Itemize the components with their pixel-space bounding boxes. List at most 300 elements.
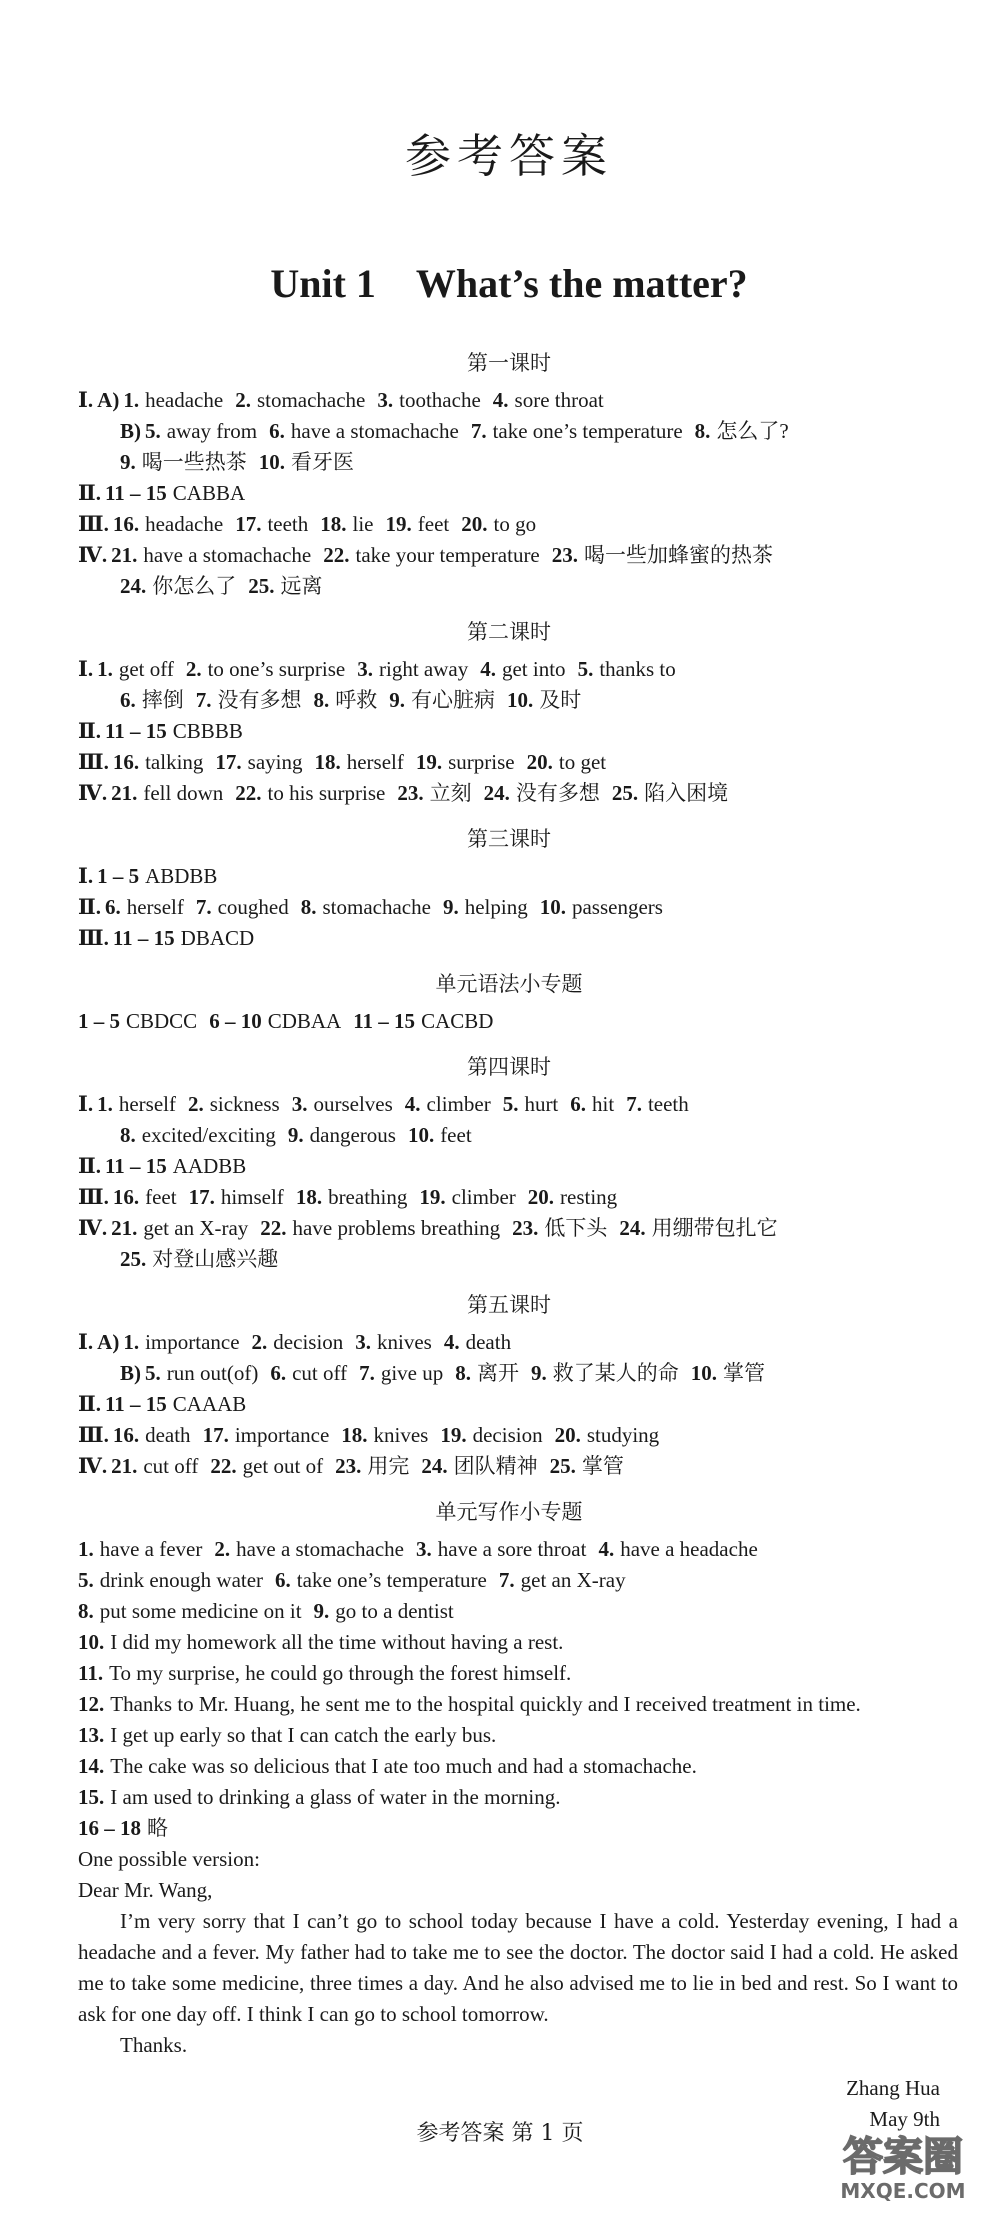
answer-text: sore throat: [514, 388, 604, 412]
answer-number: 11 – 15: [104, 719, 167, 743]
answer-line: [78, 509, 940, 540]
answer-number: 10.: [78, 1630, 105, 1654]
answer-item: [123, 1330, 239, 1354]
answer-item: [578, 657, 676, 681]
answer-number: 6.: [104, 895, 121, 919]
answer-text: have a headache: [620, 1537, 758, 1561]
question-group-label: Ⅱ.: [78, 719, 101, 743]
answer-line: [78, 385, 940, 416]
answer-item: [323, 543, 540, 567]
answer-item: [248, 574, 322, 598]
answer-text: I am used to drinking a glass of water in the morning.: [110, 1785, 561, 1809]
answer-number: 5.: [145, 1361, 161, 1385]
answer-item: [97, 657, 174, 681]
answer-number: 1.: [123, 1330, 140, 1354]
answer-item: [314, 1599, 454, 1623]
answer-line: [78, 747, 940, 778]
answer-text: right away: [379, 657, 469, 681]
answer-text: 摔倒: [141, 688, 184, 712]
answer-number: 22.: [323, 543, 350, 567]
answer-text: have a fever: [99, 1537, 203, 1561]
answer-text: herself: [346, 750, 404, 774]
answer-item: [499, 1568, 626, 1592]
answer-number: 19.: [385, 512, 412, 536]
answer-number: 7.: [195, 688, 212, 712]
question-group-label: Ⅰ. A): [78, 388, 120, 412]
answer-number: 19.: [440, 1423, 467, 1447]
answer-number: 10.: [690, 1361, 717, 1385]
question-group-label: Ⅲ.: [78, 750, 109, 774]
answer-number: 8.: [313, 688, 330, 712]
answer-number: 2.: [251, 1330, 268, 1354]
answer-sections: [78, 347, 940, 1844]
answer-number: 2.: [185, 657, 202, 681]
answer-item: [120, 688, 184, 712]
answer-number: 18.: [314, 750, 341, 774]
answer-number: 4.: [404, 1092, 421, 1116]
answer-item: [480, 657, 565, 681]
answer-text: 喝一些热茶: [141, 450, 247, 474]
question-group-label: Ⅱ.: [78, 895, 101, 919]
answer-item: [215, 750, 302, 774]
answer-number: 3.: [377, 388, 394, 412]
question-group-label: Ⅳ.: [78, 543, 108, 567]
answer-item: [260, 1216, 500, 1240]
answer-number: 8.: [455, 1361, 471, 1385]
answer-number: 7.: [626, 1092, 642, 1116]
answer-number: 12.: [78, 1692, 105, 1716]
answer-number: 4.: [480, 657, 496, 681]
answer-number: 7.: [195, 895, 212, 919]
answer-text: take one’s temperature: [492, 419, 683, 443]
answer-text: 有心脏病: [411, 688, 495, 712]
answer-item: [78, 1692, 861, 1716]
answer-text: feet: [145, 1185, 177, 1209]
answer-number: 18.: [320, 512, 347, 536]
answer-item: [78, 1009, 197, 1033]
answer-item: [235, 512, 308, 536]
section-heading: 第一课时: [467, 351, 551, 375]
question-group-label: Ⅲ.: [78, 926, 109, 950]
answer-item: [550, 1454, 624, 1478]
answer-item: [113, 1185, 177, 1209]
answer-item: [355, 1330, 432, 1354]
answer-item: [120, 450, 247, 474]
answer-number: 16 – 18: [78, 1816, 141, 1840]
answer-number: 13.: [78, 1723, 105, 1747]
answer-text: to go: [493, 512, 537, 536]
answer-number: 21.: [111, 1216, 138, 1240]
answer-number: 6.: [275, 1568, 291, 1592]
answer-number: 21.: [111, 781, 138, 805]
answer-item: [612, 781, 728, 805]
answer-line: [78, 861, 940, 892]
answer-item: [270, 1361, 347, 1385]
answer-number: 15.: [78, 1785, 105, 1809]
answer-text: ourselves: [313, 1092, 393, 1116]
answer-item: [120, 1247, 278, 1271]
answer-item: [105, 895, 184, 919]
question-group-label: Ⅱ.: [78, 1154, 101, 1178]
answer-number: 8.: [78, 1599, 94, 1623]
answer-item: [111, 1216, 248, 1240]
question-group-label: Ⅲ.: [78, 1423, 109, 1447]
answer-text: feet: [440, 1123, 472, 1147]
answer-item: [512, 1216, 607, 1240]
answer-item: [314, 688, 378, 712]
question-group-label: Ⅳ.: [78, 1454, 108, 1478]
answer-line: [78, 1182, 940, 1213]
answer-item: [353, 1009, 493, 1033]
essay-signature: Zhang Hua: [846, 2076, 940, 2100]
answer-item: [528, 1185, 617, 1209]
answer-text: dangerous: [309, 1123, 396, 1147]
answer-text: ABDBB: [145, 864, 218, 888]
answer-item: [288, 1123, 396, 1147]
answer-text: saying: [247, 750, 303, 774]
answer-text: 喝一些加蜂蜜的热茶: [584, 543, 774, 567]
answer-text: knives: [373, 1423, 429, 1447]
answer-number: 17.: [188, 1185, 215, 1209]
answer-text: 及时: [539, 688, 582, 712]
answer-text: Thanks to Mr. Huang, he sent me to the hospital quickly and I received treatment in time.: [110, 1692, 861, 1716]
answer-item: [314, 750, 403, 774]
answer-number: 8.: [120, 1123, 136, 1147]
section-heading: 第四课时: [467, 1055, 551, 1079]
answer-item: [105, 481, 245, 505]
answer-item: [455, 1361, 519, 1385]
answer-item: [78, 1785, 561, 1809]
answer-number: 3.: [291, 1092, 308, 1116]
answer-text: 呼救: [335, 688, 378, 712]
answer-item: [493, 388, 604, 412]
answer-text: CABBA: [172, 481, 246, 505]
answer-number: 3.: [355, 1330, 372, 1354]
answer-number: 7.: [498, 1568, 515, 1592]
answer-text: have a stomachache: [143, 543, 312, 567]
answer-text: surprise: [448, 750, 515, 774]
answer-text: sickness: [209, 1092, 280, 1116]
answer-line: [78, 1782, 940, 1813]
answer-text: hit: [592, 1092, 615, 1116]
answer-item: [357, 657, 468, 681]
answer-text: go to a dentist: [335, 1599, 454, 1623]
answer-number: 22.: [210, 1454, 237, 1478]
answer-number: 10.: [507, 688, 534, 712]
answer-number: 7.: [359, 1361, 375, 1385]
answer-item: [78, 1816, 168, 1840]
answer-number: 14.: [78, 1754, 105, 1778]
answer-text: get off: [118, 657, 174, 681]
answer-number: 25.: [549, 1454, 576, 1478]
answer-text: CDBAA: [267, 1009, 342, 1033]
answer-number: 11 – 15: [104, 1154, 167, 1178]
question-group-label: Ⅰ.: [78, 657, 94, 681]
answer-line: [78, 1658, 940, 1689]
answer-item: [503, 1092, 559, 1116]
answer-number: 8.: [694, 419, 711, 443]
answer-line: [78, 1389, 940, 1420]
answer-item: [292, 1092, 393, 1116]
answer-text: to his surprise: [267, 781, 386, 805]
answer-text: CBDCC: [126, 1009, 198, 1033]
answer-text: 怎么了?: [716, 419, 789, 443]
page-footer: 参考答案 第 1 页: [416, 2121, 584, 2146]
answer-text: 远离: [280, 574, 323, 598]
section-heading: 第三课时: [467, 827, 551, 851]
answer-text: 你怎么了: [152, 574, 237, 598]
answer-line: [78, 1534, 940, 1565]
answer-number: 23.: [512, 1216, 539, 1240]
essay-date: May 9th: [869, 2107, 940, 2131]
answer-number: 5.: [145, 419, 161, 443]
answer-number: 20.: [554, 1423, 581, 1447]
answer-item: [113, 1423, 191, 1447]
answer-number: 21.: [111, 543, 138, 567]
answer-item: [320, 512, 373, 536]
answer-number: 24.: [619, 1216, 646, 1240]
answer-item: [335, 1454, 409, 1478]
answer-item: [301, 895, 431, 919]
answer-text: have problems breathing: [292, 1216, 501, 1240]
answer-number: 3.: [416, 1537, 432, 1561]
answer-item: [189, 1185, 284, 1209]
answer-line: [78, 892, 940, 923]
answer-item: [419, 1185, 515, 1209]
answer-text: decision: [273, 1330, 344, 1354]
answer-number: 1.: [78, 1537, 94, 1561]
unit-topic: What’s the matter?: [415, 261, 748, 306]
answer-item: [570, 1092, 614, 1116]
answer-text: take one’s temperature: [296, 1568, 487, 1592]
answer-line: [78, 685, 940, 716]
answer-item: [214, 1537, 404, 1561]
answer-line: [78, 571, 940, 602]
answer-item: [113, 750, 204, 774]
answer-number: 9.: [530, 1361, 547, 1385]
answer-text: decision: [472, 1423, 543, 1447]
answer-number: 20.: [527, 1185, 555, 1209]
answer-text: stomachache: [322, 895, 431, 919]
answer-text: run out(of): [166, 1361, 259, 1385]
answer-item: [405, 1092, 491, 1116]
answer-item: [527, 750, 607, 774]
answer-line: [78, 1327, 940, 1358]
watermark-text-cn: 答案圈: [843, 2134, 963, 2180]
answer-number: 8.: [300, 895, 317, 919]
section-heading: 第二课时: [467, 620, 551, 644]
answer-line: [78, 1089, 940, 1120]
answer-text: CACBD: [421, 1009, 494, 1033]
answer-text: AADBB: [172, 1154, 247, 1178]
answer-number: 10.: [539, 895, 566, 919]
answer-item: [123, 388, 223, 412]
answer-text: hurt: [524, 1092, 559, 1116]
answer-text: have a sore throat: [437, 1537, 587, 1561]
answer-text: DBACD: [180, 926, 255, 950]
answer-item: [619, 1216, 777, 1240]
answer-number: 6 – 10: [209, 1009, 262, 1033]
answer-text: To my surprise, he could go through the forest himself.: [109, 1661, 572, 1685]
answer-text: 略: [147, 1816, 168, 1840]
answer-item: [209, 1009, 341, 1033]
answer-line: [78, 1720, 940, 1751]
answer-number: 21.: [111, 1454, 138, 1478]
question-group-label: Ⅰ.: [78, 1092, 94, 1116]
answer-number: 9.: [287, 1123, 304, 1147]
answer-line: [78, 1006, 940, 1037]
answer-line: [78, 923, 940, 954]
answer-number: 25.: [611, 781, 639, 805]
answer-item: [377, 388, 480, 412]
answer-number: 23.: [397, 781, 424, 805]
answer-line: [78, 1689, 940, 1720]
answer-text: to get: [558, 750, 607, 774]
answer-item: [120, 1123, 276, 1147]
answer-number: 24.: [483, 781, 510, 805]
essay-closing: Thanks.: [120, 2033, 188, 2057]
answer-number: 25.: [248, 574, 275, 598]
answer-number: 23.: [551, 543, 579, 567]
answer-item: [105, 1154, 246, 1178]
answer-item: [97, 864, 217, 888]
answer-line: [78, 1565, 940, 1596]
answer-item: [105, 719, 243, 743]
answer-item: [555, 1423, 660, 1447]
answer-line: [78, 1596, 940, 1627]
answer-number: 19.: [415, 750, 443, 774]
answer-item: [111, 781, 223, 805]
answer-text: 没有多想: [515, 781, 600, 805]
answer-item: [188, 1092, 280, 1116]
answer-number: 17.: [215, 750, 242, 774]
answer-text: take your temperature: [355, 543, 540, 567]
answer-item: [78, 1599, 302, 1623]
answer-item: [78, 1537, 202, 1561]
answer-text: have a stomachache: [290, 419, 459, 443]
question-group-label: Ⅱ.: [78, 481, 101, 505]
answer-text: put some medicine on it: [99, 1599, 302, 1623]
answer-text: teeth: [647, 1092, 689, 1116]
answer-text: knives: [377, 1330, 432, 1354]
answer-text: get out of: [242, 1454, 324, 1478]
answer-text: 掌管: [722, 1361, 765, 1385]
answer-item: [416, 750, 515, 774]
answer-text: fell down: [143, 781, 224, 805]
answer-text: 用完: [367, 1454, 410, 1478]
answer-item: [389, 688, 495, 712]
answer-text: himself: [220, 1185, 284, 1209]
answer-item: [145, 419, 257, 443]
answer-text: climber: [426, 1092, 491, 1116]
question-group-label: B): [120, 419, 141, 443]
answer-text: thanks to: [599, 657, 676, 681]
answer-item: [695, 419, 789, 443]
answer-number: 19.: [419, 1185, 446, 1209]
answer-number: 1 – 5: [78, 1009, 120, 1033]
answer-line: [78, 1627, 940, 1658]
answer-text: 用绷带包扎它: [651, 1216, 778, 1240]
answer-number: 1.: [123, 388, 140, 412]
answer-item: [105, 1392, 246, 1416]
answer-text: get into: [501, 657, 566, 681]
essay: [78, 1844, 958, 2135]
question-group-label: Ⅰ.: [78, 864, 94, 888]
answer-number: 5.: [577, 657, 594, 681]
watermark-logo: [828, 2118, 978, 2208]
answer-line: [78, 1213, 940, 1244]
answer-text: talking: [145, 750, 204, 774]
answer-number: 10.: [407, 1123, 435, 1147]
answer-item: [235, 781, 385, 805]
answer-number: 4.: [492, 388, 509, 412]
answer-number: 24.: [120, 574, 147, 598]
answer-number: 9.: [313, 1599, 330, 1623]
answer-number: 6.: [270, 1361, 287, 1385]
answer-item: [484, 781, 600, 805]
answer-line: [78, 416, 940, 447]
answer-item: [443, 895, 528, 919]
unit-title: [78, 260, 940, 307]
answer-item: [210, 1454, 323, 1478]
answer-item: [203, 1423, 330, 1447]
answer-line: [78, 1751, 940, 1782]
answer-item: [113, 512, 223, 536]
answer-text: coughed: [217, 895, 289, 919]
answer-text: 看牙医: [291, 450, 354, 474]
answer-item: [120, 574, 236, 598]
section-heading: 第五课时: [467, 1293, 551, 1317]
answer-number: 11 – 15: [104, 481, 167, 505]
question-group-label: Ⅰ. A): [78, 1330, 120, 1354]
answer-number: 17.: [235, 512, 262, 536]
answer-number: 25.: [120, 1247, 147, 1271]
answer-number: 17.: [202, 1423, 229, 1447]
answer-line: [78, 1120, 940, 1151]
answer-number: 22.: [235, 781, 262, 805]
answer-text: 离开: [476, 1361, 519, 1385]
answer-text: importance: [145, 1330, 240, 1354]
answer-number: 5.: [78, 1568, 94, 1592]
answer-number: 11 – 15: [353, 1009, 416, 1033]
answer-item: [196, 895, 289, 919]
answer-number: 4.: [443, 1330, 460, 1354]
answer-number: 23.: [335, 1454, 362, 1478]
answer-number: 11 – 15: [112, 926, 175, 950]
answer-text: CAAAB: [172, 1392, 247, 1416]
answer-item: [397, 781, 471, 805]
answer-text: to one’s surprise: [207, 657, 346, 681]
answer-item: [471, 419, 683, 443]
answer-number: 20.: [461, 512, 488, 536]
answer-text: passengers: [571, 895, 663, 919]
answer-text: The cake was so delicious that I ate too much and had a stomachache.: [110, 1754, 697, 1778]
essay-intro: One possible version:: [78, 1847, 260, 1871]
answer-line: [78, 1420, 940, 1451]
answer-line: [78, 1813, 940, 1844]
answer-item: [186, 657, 345, 681]
answer-item: [461, 512, 536, 536]
answer-text: teeth: [267, 512, 309, 536]
answer-text: 救了某人的命: [552, 1361, 679, 1385]
answer-item: [275, 1568, 487, 1592]
answer-line: [78, 478, 940, 509]
answer-number: 9.: [389, 688, 405, 712]
answer-number: 6.: [269, 419, 285, 443]
answer-item: [386, 512, 450, 536]
answer-item: [111, 543, 311, 567]
answer-number: 16.: [112, 750, 140, 774]
